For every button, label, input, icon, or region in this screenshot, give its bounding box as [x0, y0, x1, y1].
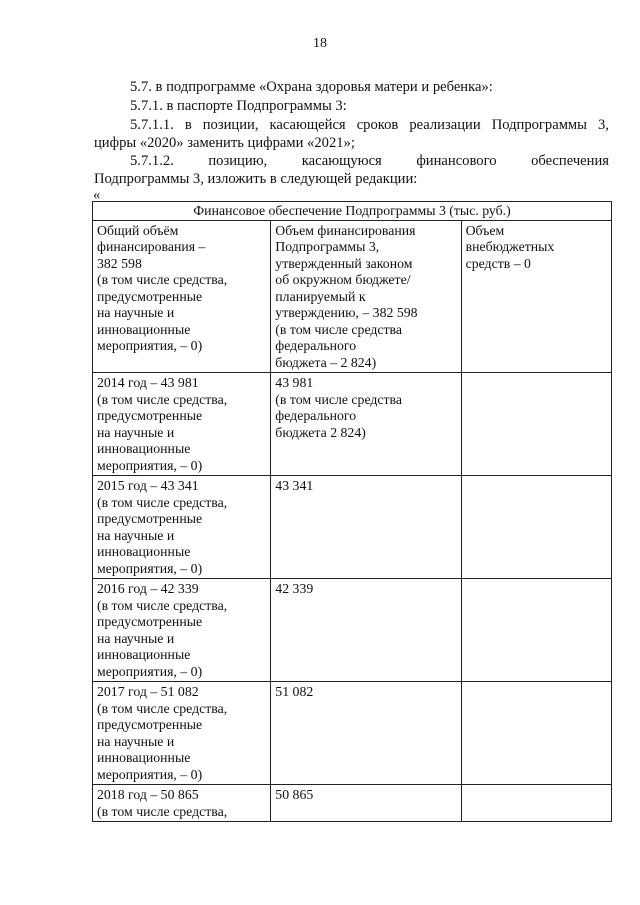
cell-extrabudgetary — [461, 476, 611, 579]
table-row — [93, 373, 612, 476]
table-row — [93, 682, 612, 785]
cell-text-line: на научные и — [97, 527, 175, 543]
page-number: 18 — [313, 36, 327, 51]
cell-text-line: Подпрограммы 3, — [275, 239, 380, 254]
cell-text-line: 50 865 — [275, 787, 314, 802]
cell-text-line: финансирования – — [97, 239, 206, 254]
cell-extrabudgetary — [461, 785, 611, 822]
cell-text-line: (в том числе средства, — [97, 700, 228, 716]
cell-text-line: мероприятия, – 0) — [97, 766, 203, 782]
cell-text-line: мероприятия, – 0) — [97, 560, 203, 576]
cell-text-line: 382 598 — [97, 255, 142, 271]
table-caption: Финансовое обеспечение Подпрограммы 3 (тыс. руб.) — [93, 202, 612, 221]
cell-text-line: федерального — [275, 408, 357, 423]
paragraph-5-7-1-2-line1 — [130, 152, 609, 170]
cell-text-line: 2017 год – 51 082 — [97, 684, 199, 699]
cell-text-line: инновационные — [97, 441, 191, 456]
header-budget-financing — [271, 220, 461, 373]
cell-year-total — [93, 579, 271, 682]
cell-text-line: Объем — [465, 222, 505, 238]
word: в — [184, 117, 192, 133]
word: финансового — [416, 153, 497, 169]
cell-text-line: предусмотренные — [97, 717, 203, 732]
word: реализации — [409, 117, 481, 133]
cell-text-line: средств – 0 — [465, 255, 531, 271]
cell-year-total — [93, 373, 271, 476]
cell-text-line: Общий объём — [97, 222, 179, 238]
cell-text-line: 43 981 — [275, 375, 314, 390]
cell-text-line: инновационные — [97, 321, 191, 337]
word: Подпрограммы — [491, 117, 587, 133]
cell-text-line: бюджета – 2 824) — [275, 354, 377, 370]
table-row — [93, 785, 612, 822]
cell-text-line: 2016 год – 42 339 — [97, 581, 199, 596]
cell-year-total — [93, 682, 271, 785]
word: сроков — [356, 117, 399, 133]
word: 3, — [598, 117, 609, 133]
paragraph-5-7-1-1-line1 — [130, 116, 609, 134]
cell-text-line: (в том числе средства, — [97, 803, 228, 819]
cell-text-line: внебюджетных — [465, 239, 555, 254]
cell-text-line: мероприятия, – 0) — [97, 663, 203, 679]
cell-text-line: инновационные — [97, 647, 191, 662]
cell-text-line: федерального — [275, 338, 357, 353]
cell-text-line: 43 341 — [275, 478, 314, 493]
table-header-row — [93, 220, 612, 373]
word: позицию, — [208, 153, 268, 169]
cell-text-line: мероприятия, – 0) — [97, 338, 203, 353]
cell-text-line: 51 082 — [275, 684, 314, 699]
cell-text-line: на научные и — [97, 630, 175, 646]
word: 5.7.1.1. — [130, 117, 174, 133]
cell-text-line: утвержденный законом — [275, 255, 413, 271]
cell-extrabudgetary — [461, 579, 611, 682]
cell-extrabudgetary — [461, 682, 611, 785]
cell-text-line: предусмотренные — [97, 288, 203, 304]
cell-text-line: (в том числе средства, — [97, 272, 228, 287]
header-extrabudgetary — [461, 220, 611, 373]
cell-text-line: (в том числе средства, — [97, 391, 228, 407]
table-caption-row — [93, 202, 612, 221]
cell-budget — [271, 579, 461, 682]
cell-text-line: предусмотренные — [97, 511, 203, 526]
cell-budget — [271, 373, 461, 476]
cell-year-total — [93, 785, 271, 822]
word: обеспечения — [531, 153, 609, 169]
cell-text-line: Объем финансирования — [275, 222, 416, 238]
cell-budget — [271, 476, 461, 579]
cell-text-line: 42 339 — [275, 581, 314, 596]
word: позиции, — [202, 117, 259, 133]
cell-text-line: на научные и — [97, 305, 175, 320]
table-row — [93, 579, 612, 682]
paragraph-5-7: 5.7. в подпрограмме «Охрана здоровья матери и ребенка»: — [130, 79, 493, 95]
cell-text-line: на научные и — [97, 733, 175, 749]
table-row — [93, 476, 612, 579]
word: 5.7.1.2. — [130, 153, 174, 169]
cell-text-line: инновационные — [97, 544, 191, 559]
cell-text-line: (в том числе средства, — [97, 597, 228, 613]
cell-text-line: бюджета 2 824) — [275, 424, 366, 440]
cell-text-line: (в том числе средства — [275, 391, 403, 407]
cell-text-line: предусмотренные — [97, 408, 203, 423]
cell-text-line: планируемый к — [275, 288, 366, 304]
cell-year-total — [93, 476, 271, 579]
cell-text-line: (в том числе средства, — [97, 494, 228, 510]
cell-budget — [271, 682, 461, 785]
cell-text-line: 2015 год – 43 341 — [97, 478, 199, 493]
cell-extrabudgetary — [461, 373, 611, 476]
cell-text-line: мероприятия, – 0) — [97, 457, 203, 473]
word: касающуюся — [301, 153, 382, 169]
cell-text-line: (в том числе средства — [275, 321, 403, 337]
paragraph-5-7-1-1-line2: цифры «2020» заменить цифрами «2021»; — [94, 135, 355, 151]
cell-text-line: 2014 год – 43 981 — [97, 375, 199, 390]
cell-text-line: инновационные — [97, 750, 191, 765]
cell-budget — [271, 785, 461, 822]
paragraph-5-7-1-2-line2: Подпрограммы 3, изложить в следующей редакции: — [94, 171, 418, 187]
cell-text-line: на научные и — [97, 424, 175, 440]
cell-text-line: предусмотренные — [97, 614, 203, 629]
header-total-financing — [93, 220, 271, 373]
word: касающейся — [269, 117, 346, 133]
justified-line — [130, 116, 609, 134]
cell-text-line: 2018 год – 50 865 — [97, 787, 199, 802]
cell-text-line: об окружном бюджете/ — [275, 272, 411, 287]
cell-text-line: утверждению, – 382 598 — [275, 305, 418, 320]
justified-line — [130, 152, 609, 170]
financing-table — [92, 201, 612, 822]
open-quote-mark: « — [93, 187, 101, 203]
paragraph-5-7-1: 5.7.1. в паспорте Подпрограммы 3: — [130, 98, 347, 114]
